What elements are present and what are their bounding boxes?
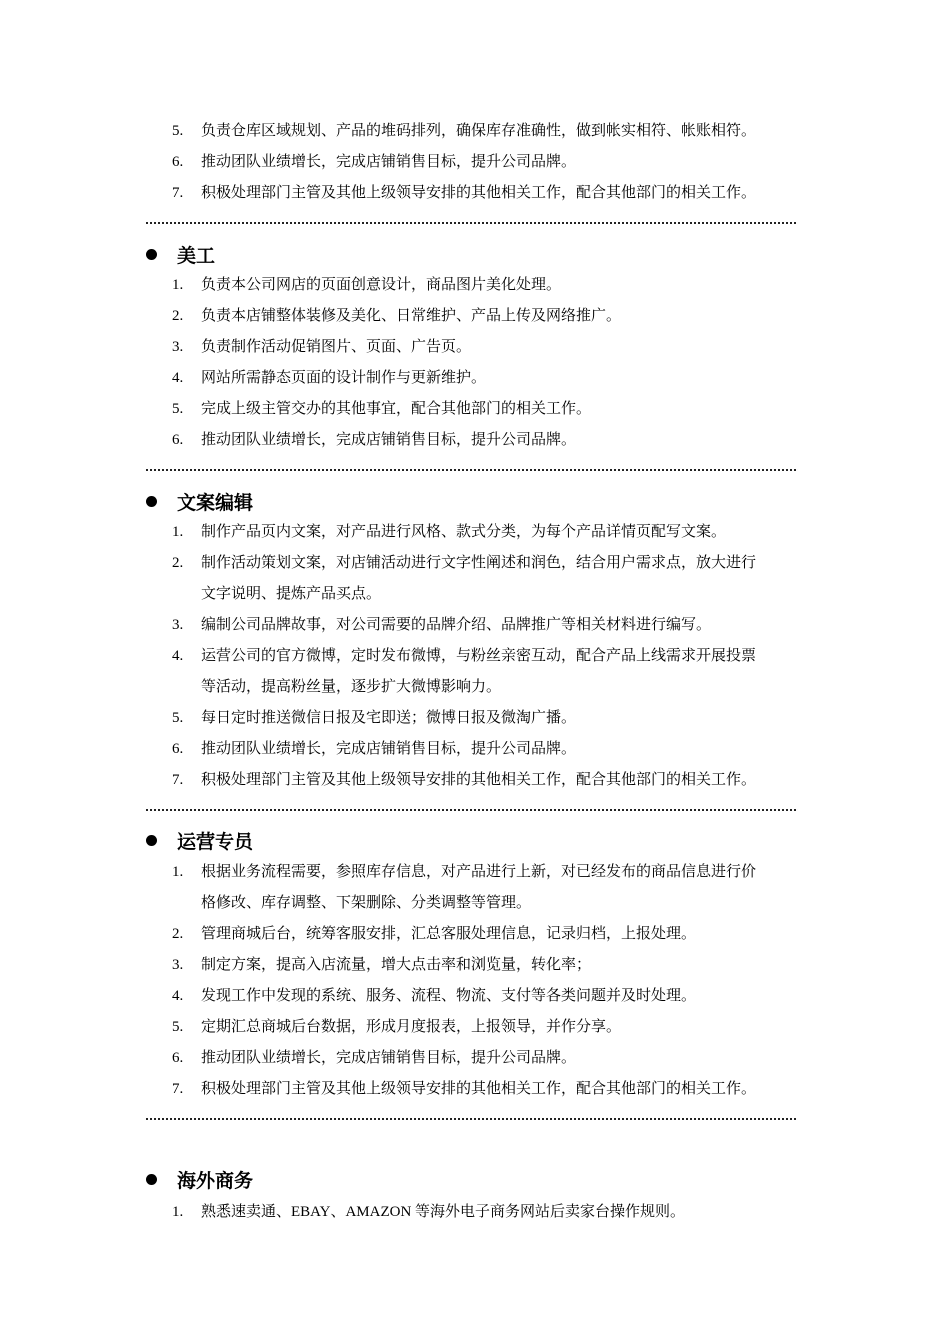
item-number: 2. [172,926,184,942]
list-item [172,919,696,950]
item-text: 制定方案，提高入店流量，增大点击率和浏览量，转化率； [201,957,592,973]
item-text: 负责本店铺整体装修及美化、日常维护、产品上传及网络推广。 [201,308,622,324]
item-text: 推动团队业绩增长，完成店铺销售目标，提升公司品牌。 [201,1050,577,1066]
bullet-icon [146,1174,157,1185]
section-heading-overseas [146,1166,253,1196]
item-text: 积极处理部门主管及其他上级领导安排的其他相关工作，配合其他部门的相关工作。 [201,185,757,201]
item-text: 积极处理部门主管及其他上级领导安排的其他相关工作，配合其他部门的相关工作。 [201,772,757,788]
section-heading-operations [146,827,253,857]
item-number: 4. [172,370,184,386]
list-item [172,425,576,456]
section-heading-meigong [146,241,215,271]
item-text: 定期汇总商城后台数据，形成月度报表，上报领导，并作分享。 [201,1019,622,1035]
list-item [172,116,756,147]
item-continuation: 文字说明、提炼产品买点。 [201,586,382,602]
item-text: 负责本公司网店的页面创意设计，商品图片美化处理。 [201,277,562,293]
item-text: 积极处理部门主管及其他上级领导安排的其他相关工作，配合其他部门的相关工作。 [201,1081,757,1097]
dotted-separator [146,222,796,224]
list-item [172,1074,756,1105]
item-text: 网站所需静态页面的设计制作与更新维护。 [201,370,487,386]
item-number: 2. [172,555,184,571]
item-text: 发现工作中发现的系统、服务、流程、物流、支付等各类问题并及时处理。 [201,988,697,1004]
list-item [172,857,756,888]
section-title: 文案编辑 [177,492,254,514]
list-item [172,548,756,579]
item-number: 1. [172,864,184,880]
list-item [172,1043,576,1074]
list-item [172,765,756,796]
list-item [172,301,621,332]
item-number: 2. [172,308,184,324]
item-text: 熟悉速卖通、EBAY、AMAZON 等海外电子商务网站后卖家台操作规则。 [201,1204,686,1220]
item-number: 6. [172,432,184,448]
item-number: 7. [172,185,184,201]
section-title: 海外商务 [177,1170,254,1192]
list-item [172,270,561,301]
item-number: 1. [172,524,184,540]
item-text: 根据业务流程需要，参照库存信息，对产品进行上新，对已经发布的商品信息进行价 [201,864,757,880]
dotted-separator [146,809,796,811]
list-item [172,703,576,734]
item-number: 7. [172,772,184,788]
list-item [172,1012,621,1043]
list-item [172,950,591,981]
item-number: 4. [172,648,184,664]
section-title: 美工 [177,245,216,267]
list-item [172,1197,685,1228]
item-continuation: 等活动，提高粉丝量，逐步扩大微博影响力。 [201,679,502,695]
item-text: 每日定时推送微信日报及宅即送；微博日报及微淘广播。 [201,710,577,726]
bullet-icon [146,249,157,260]
item-number: 3. [172,339,184,355]
item-text: 负责制作活动促销图片、页面、广告页。 [201,339,472,355]
bullet-icon [146,496,157,507]
item-number: 3. [172,957,184,973]
item-number: 6. [172,1050,184,1066]
item-number: 6. [172,741,184,757]
list-item [172,981,696,1012]
item-number: 4. [172,988,184,1004]
list-item [172,147,576,178]
item-number: 7. [172,1081,184,1097]
item-number: 5. [172,401,184,417]
item-number: 1. [172,277,184,293]
item-text: 编制公司品牌故事，对公司需要的品牌介绍、品牌推广等相关材料进行编写。 [201,617,712,633]
item-number: 5. [172,123,184,139]
list-item [172,178,756,209]
dotted-separator [146,469,796,471]
item-text: 制作活动策划文案，对店铺活动进行文字性阐述和润色，结合用户需求点，放大进行 [201,555,757,571]
item-text: 推动团队业绩增长，完成店铺销售目标，提升公司品牌。 [201,154,577,170]
dotted-separator [146,1118,796,1120]
item-number: 1. [172,1204,184,1220]
list-item [172,394,591,425]
section-heading-copywriter [146,488,253,518]
item-text: 运营公司的官方微博，定时发布微博，与粉丝亲密互动，配合产品上线需求开展投票 [201,648,757,664]
item-text: 负责仓库区域规划、产品的堆码排列，确保库存准确性，做到帐实相符、帐账相符。 [201,123,757,139]
list-item [172,332,471,363]
item-text: 完成上级主管交办的其他事宜，配合其他部门的相关工作。 [201,401,592,417]
item-number: 3. [172,617,184,633]
list-item [172,517,726,548]
list-item [172,734,576,765]
list-item [172,641,756,672]
section-title: 运营专员 [177,831,254,853]
item-text: 推动团队业绩增长，完成店铺销售目标，提升公司品牌。 [201,432,577,448]
item-text: 管理商城后台，统筹客服安排，汇总客服处理信息，记录归档，上报处理。 [201,926,697,942]
item-text: 推动团队业绩增长，完成店铺销售目标，提升公司品牌。 [201,741,577,757]
list-item [172,363,486,394]
item-number: 5. [172,710,184,726]
item-number: 5. [172,1019,184,1035]
bullet-icon [146,835,157,846]
item-continuation: 格修改、库存调整、下架删除、分类调整等管理。 [201,895,532,911]
list-item [172,610,711,641]
item-text: 制作产品页内文案，对产品进行风格、款式分类，为每个产品详情页配写文案。 [201,524,727,540]
item-number: 6. [172,154,184,170]
